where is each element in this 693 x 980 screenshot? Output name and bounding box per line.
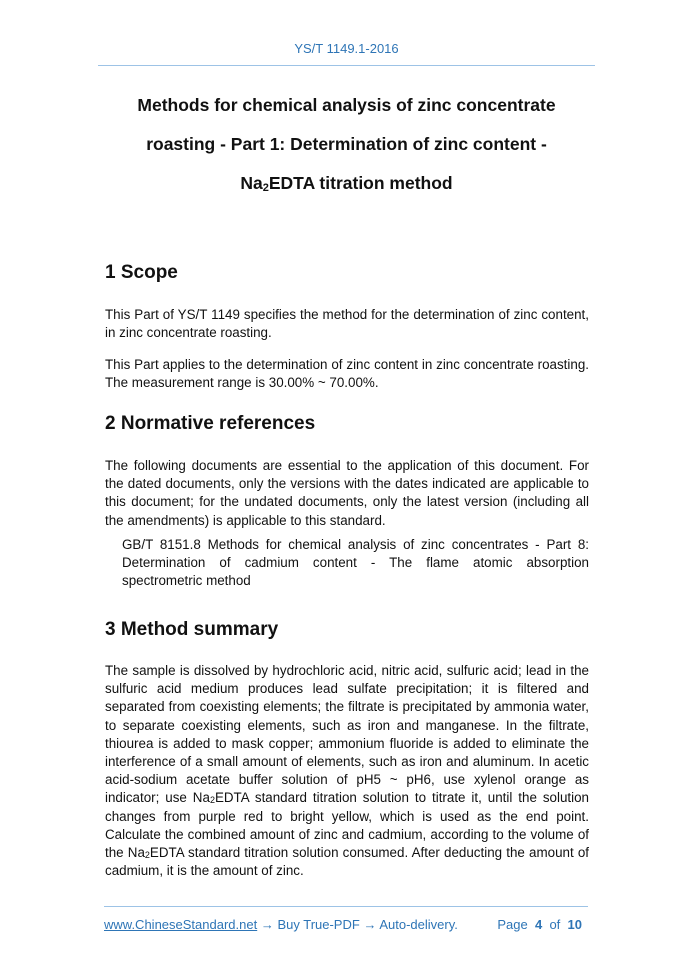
section-heading-scope: 1 Scope [105, 262, 178, 283]
auto-delivery-text: Auto-delivery. [379, 917, 458, 932]
total-pages-number: 10 [567, 917, 582, 932]
footer-divider [104, 906, 588, 907]
header-divider [98, 65, 595, 66]
page-number [497, 916, 582, 934]
buy-true-pdf-text: Buy True-PDF [277, 917, 360, 932]
of-label: of [549, 917, 561, 932]
arrow-right-icon: → [260, 917, 274, 932]
title-line-1: Methods for chemical analysis of zinc concentrate [137, 95, 556, 115]
document-code: YS/T 1149.1-2016 [294, 41, 399, 56]
section-heading-method-summary: 3 Method summary [105, 619, 279, 640]
page-footer [104, 916, 588, 934]
title-line-2: roasting - Part 1: Determination of zinc content - [146, 134, 547, 154]
current-page-number: 4 [534, 917, 543, 932]
arrow-right-icon: → [363, 917, 377, 932]
page-header [98, 40, 595, 58]
scope-paragraph-1: This Part of YS/T 1149 specifies the method for the determination of zinc content, in zinc concentrate roasting. [105, 307, 589, 341]
section-heading-normative-references: 2 Normative references [105, 413, 316, 434]
method-summary-paragraph: The sample is dissolved by hydrochloric acid, nitric acid, sulfuric acid; lead in the sulfuric acid medium produces lead sulfate precipitation; it is filtered and separated from coexisting elements; the filtrate is precipitated by ammonia water, to separate coexisting elements, such as iron and manganese. In the filtrate, thiourea is added to mask copper; ammonium fluoride is added to eliminate the interference of a small amount of elements, such as iron and aluminum. In acetic acid-sodium acetate buffer solution of pH5 ~ pH6, use xylenol orange as indicator; use $Na_2EDTA$ standard titration solution to titrate it, until the solution changes from purple red to bright yellow, which is used as the end point. Calculate the combined amount of zinc and cadmium, according to the volume of the $Na_2EDTA$ standard titration solution consumed. After deducting the amount of cadmium, it is the amount of zinc. [105, 663, 590, 879]
chinesestandard-link[interactable]: www.ChineseStandard.net [104, 917, 258, 932]
document-title [100, 86, 593, 203]
scope-paragraph-2: This Part applies to the determination of zinc content in zinc concentrate roasting. The measurement range is 30.00% ~ 70.00%. [105, 357, 589, 391]
page-label: Page [497, 917, 528, 932]
footer-promo [104, 916, 458, 934]
normative-references-paragraph: The following documents are essential to the application of this document. For the dated documents, only the versions with the dates indicated are applicable to this document; for the undated documents, only the latest version (including all the amendments) is applicable to this standard. [105, 458, 589, 528]
reference-item-gbt-8151-8: GB/T 8151.8 Methods for chemical analysis of zinc concentrates - Part 8: Determination of cadmium content - The flame atomic absorption spectrometric method [122, 537, 589, 589]
title-line-3: $Na_2EDTA$ titration method [240, 173, 453, 194]
